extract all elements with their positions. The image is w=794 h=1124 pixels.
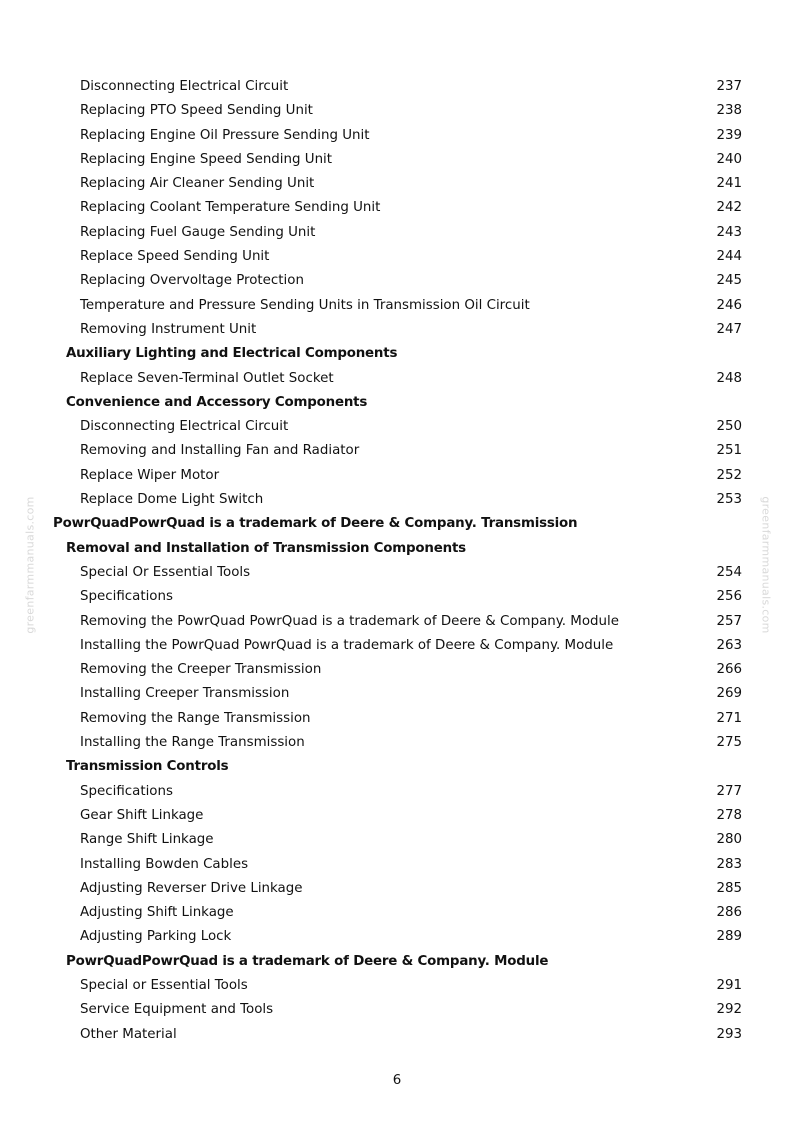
toc-entry-page-number: 293: [716, 1026, 742, 1042]
toc-entry-title: Adjusting Reverser Drive Linkage: [80, 880, 303, 896]
toc-entry-title: Replacing Engine Oil Pressure Sending Unit: [80, 127, 370, 143]
toc-entry-page-number: 271: [716, 710, 742, 726]
toc-entry[interactable]: [0, 367, 794, 391]
toc-entry-title: Removing the PowrQuad PowrQuad is a trademark of Deere & Company. Module: [80, 613, 620, 629]
toc-entry[interactable]: [0, 75, 794, 99]
toc-entry[interactable]: [0, 221, 794, 245]
toc-entry-page-number: 280: [716, 832, 742, 848]
toc-entry-page-number: 246: [716, 297, 742, 313]
toc-section-heading[interactable]: [0, 537, 794, 561]
toc-entry-page-number: 253: [716, 492, 742, 508]
toc-section-heading[interactable]: [0, 342, 794, 366]
toc-entry[interactable]: [0, 196, 794, 220]
toc-entry-title: Special or Essential Tools: [80, 977, 248, 993]
toc-entry-page-number: 292: [716, 1002, 742, 1018]
toc-entry-title: Specifications: [80, 783, 173, 799]
toc-entry[interactable]: [0, 318, 794, 342]
toc-entry-page-number: 247: [716, 321, 742, 337]
toc-entry[interactable]: [0, 245, 794, 269]
toc-entry[interactable]: [0, 707, 794, 731]
toc-entry-title: PowrQuadPowrQuad is a trademark of Deere & Company. Module: [66, 953, 549, 969]
toc-entry-page-number: 240: [716, 151, 742, 167]
toc-entry[interactable]: [0, 124, 794, 148]
toc-entry-title: Installing the Range Transmission: [80, 735, 305, 751]
toc-entry-title: Special Or Essential Tools: [80, 564, 251, 580]
toc-entry-title: Removing Instrument Unit: [80, 321, 257, 337]
toc-entry-title: Replacing PTO Speed Sending Unit: [80, 103, 313, 119]
toc-entry[interactable]: [0, 172, 794, 196]
toc-entry-title: Installing Bowden Cables: [80, 856, 249, 872]
toc-entry-page-number: 251: [716, 443, 742, 459]
toc-entry-title: Installing Creeper Transmission: [80, 686, 290, 702]
watermark-left: greenfarmmanuals.com: [23, 496, 37, 634]
toc-entry[interactable]: [0, 610, 794, 634]
toc-entry-page-number: 291: [716, 977, 742, 993]
toc-entry[interactable]: [0, 901, 794, 925]
toc-entry-page-number: 244: [716, 249, 742, 265]
toc-entry[interactable]: [0, 828, 794, 852]
watermark-right: greenfarmmanuals.com: [759, 496, 773, 634]
toc-entry-page-number: 277: [716, 783, 742, 799]
toc-entry-title: Auxiliary Lighting and Electrical Components: [66, 346, 398, 362]
toc-entry-title: Transmission Controls: [66, 759, 229, 775]
toc-entry-page-number: 242: [716, 200, 742, 216]
toc-entry-page-number: 286: [716, 905, 742, 921]
toc-entry-title: Range Shift Linkage: [80, 832, 214, 848]
toc-entry-page-number: 285: [716, 880, 742, 896]
toc-entry-title: Removal and Installation of Transmission Components: [66, 540, 466, 556]
page-number: 6: [392, 1073, 402, 1088]
toc-entry-title: Replacing Air Cleaner Sending Unit: [80, 176, 315, 192]
toc-entry-title: Replacing Fuel Gauge Sending Unit: [80, 224, 316, 240]
toc-entry[interactable]: [0, 488, 794, 512]
toc-entry-title: Specifications: [80, 589, 173, 605]
toc-entry-title: Convenience and Accessory Components: [66, 394, 368, 410]
toc-entry[interactable]: [0, 634, 794, 658]
toc-entry-title: Disconnecting Electrical Circuit: [80, 419, 289, 435]
toc-entry-title: Service Equipment and Tools: [80, 1002, 274, 1018]
toc-entry-page-number: 252: [716, 467, 742, 483]
toc-entry-title: PowrQuadPowrQuad is a trademark of Deere & Company. Transmission: [53, 516, 578, 532]
toc-entry-title: Installing the PowrQuad PowrQuad is a trademark of Deere & Company. Module: [80, 637, 614, 653]
toc-entry[interactable]: [0, 148, 794, 172]
toc-entry-page-number: 241: [716, 176, 742, 192]
toc-entry[interactable]: [0, 415, 794, 439]
toc-entry[interactable]: [0, 658, 794, 682]
toc-entry[interactable]: [0, 877, 794, 901]
toc-entry-title: Replacing Engine Speed Sending Unit: [80, 151, 333, 167]
toc-entry-page-number: 243: [716, 224, 742, 240]
toc-entry-title: Replacing Coolant Temperature Sending Unit: [80, 200, 381, 216]
toc-entry[interactable]: [0, 925, 794, 949]
toc-entry-title: Replace Wiper Motor: [80, 467, 220, 483]
toc-section-heading[interactable]: [0, 391, 794, 415]
toc-entry-page-number: 269: [716, 686, 742, 702]
toc-entry-title: Replace Seven-Terminal Outlet Socket: [80, 370, 334, 386]
toc-entry[interactable]: [0, 99, 794, 123]
table-of-contents: [0, 75, 794, 1047]
toc-entry-title: Adjusting Shift Linkage: [80, 905, 234, 921]
toc-entry[interactable]: [0, 439, 794, 463]
toc-entry-page-number: 289: [716, 929, 742, 945]
toc-entry[interactable]: [0, 682, 794, 706]
toc-entry[interactable]: [0, 269, 794, 293]
toc-entry-page-number: 263: [716, 637, 742, 653]
toc-entry-page-number: 245: [716, 273, 742, 289]
toc-entry[interactable]: [0, 780, 794, 804]
toc-section-heading[interactable]: [0, 950, 794, 974]
toc-entry-page-number: 248: [716, 370, 742, 386]
toc-entry[interactable]: [0, 853, 794, 877]
toc-entry-page-number: 283: [716, 856, 742, 872]
toc-entry-title: Gear Shift Linkage: [80, 807, 204, 823]
toc-entry-page-number: 257: [716, 613, 742, 629]
toc-entry[interactable]: [0, 561, 794, 585]
toc-entry[interactable]: [0, 998, 794, 1022]
toc-entry-title: Replace Speed Sending Unit: [80, 249, 270, 265]
toc-entry-page-number: 266: [716, 662, 742, 678]
toc-entry[interactable]: [0, 464, 794, 488]
toc-section-heading[interactable]: [0, 755, 794, 779]
toc-entry[interactable]: [0, 1023, 794, 1047]
toc-entry-title: Disconnecting Electrical Circuit: [80, 79, 289, 94]
toc-entry-title: Adjusting Parking Lock: [80, 929, 232, 945]
toc-entry-page-number: 237: [716, 79, 742, 94]
toc-entry-title: Other Material: [80, 1026, 177, 1042]
toc-entry[interactable]: [0, 294, 794, 318]
toc-entry-page-number: 250: [716, 419, 742, 435]
toc-chapter-heading[interactable]: [0, 512, 794, 536]
toc-entry-title: Removing and Installing Fan and Radiator: [80, 443, 360, 459]
toc-entry-page-number: 239: [716, 127, 742, 143]
toc-entry-title: Temperature and Pressure Sending Units in Transmission Oil Circuit: [80, 297, 530, 313]
toc-entry[interactable]: [0, 731, 794, 755]
toc-entry-title: Removing the Creeper Transmission: [80, 662, 322, 678]
toc-entry-page-number: 256: [716, 589, 742, 605]
toc-entry-title: Removing the Range Transmission: [80, 710, 311, 726]
toc-entry-page-number: 275: [716, 735, 742, 751]
toc-entry[interactable]: [0, 585, 794, 609]
toc-entry[interactable]: [0, 974, 794, 998]
toc-entry[interactable]: [0, 804, 794, 828]
toc-entry-page-number: 238: [716, 103, 742, 119]
toc-entry-page-number: 254: [716, 564, 742, 580]
toc-entry-title: Replace Dome Light Switch: [80, 492, 264, 508]
toc-entry-title: Replacing Overvoltage Protection: [80, 273, 304, 289]
toc-entry-page-number: 278: [716, 807, 742, 823]
